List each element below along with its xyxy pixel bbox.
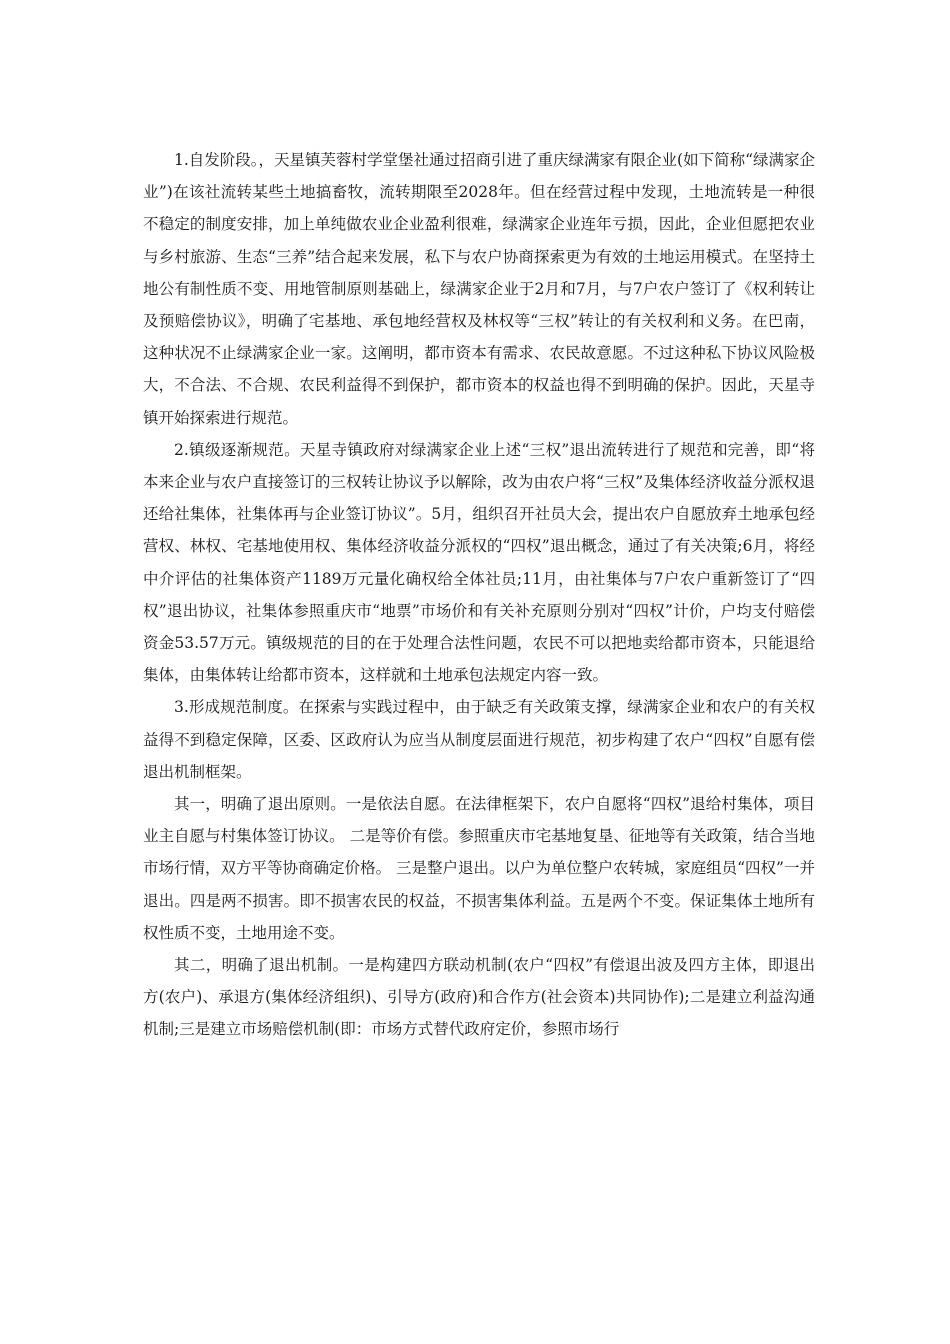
paragraph-self-initiated-stage: 1.自发阶段。，天星镇芙蓉村学堂堡社通过招商引进了重庆绿满家有限企业(如下简称“绿满家企业”)在该社流转某些土地搞畜牧，流转期限至2028年。但在经营过程中发现，土地流转是一种很不稳定的制度安排，加上单纯做农业企业盈利很难，绿满家企业连年亏损，因此，企业但愿把农业与乡村旅游、生态“三养”结合起来发展，私下与农户协商探索更为有效的土地运用模式。在坚持土地公有制性质不变、用地管制原则基础上，绿满家企业于2月和7月，与7户农户签订了《权利转让及预赔偿协议》，明确了宅基地、承包地经营权及林权等“三权”转让的有关权利和义务。在巴南，这种状况不止绿满家企业一家。这阐明，都市资本有需求、农民故意愿。不过这种私下协议风险极大，不合法、不合规、农民利益得不到保护，都市资本的权益也得不到明确的保护。因此，天星寺镇开始探索进行规范。 — [143, 151, 816, 427]
document-body — [143, 144, 815, 1046]
paragraph-exit-mechanism: 其二，明确了退出机制。一是构建四方联动机制(农户“四权”有偿退出波及四方主体，即退出方(农户)、承退方(集体经济组织)、引导方(政府)和合作方(社会资本)共同协作);二是建立利益沟通机制;三是建立市场赔偿机制(即：市场方式替代政府定价，参照市场行 — [143, 956, 815, 1039]
paragraph-town-level-regulation: 2.镇级逐渐规范。天星寺镇政府对绿满家企业上述“三权”退出流转进行了规范和完善，即“将本来企业与农户直接签订的三权转让协议予以解除，改为由农户将“三权”及集体经济收益分派权退还给社集体，社集体再与企业签订协议”。5月，组织召开社员大会，提出农户自愿放弃土地承包经营权、林权、宅基地使用权、集体经济收益分派权的“四权”退出概念，通过了有关决策;6月，将经中介评估的社集体资产1189万元量化确权给全体社员;11月，由社集体与7户农户重新签订了“四权”退出协议，社集体参照重庆市“地票”市场价和有关补充原则分别对“四权”计价，户均支付赔偿资金53.57万元。镇级规范的目的在于处理合法性问题，农民不可以把地卖给都市资本，只能退给集体，由集体转让给都市资本，这样就和土地承包法规定内容一致。 — [143, 440, 815, 685]
paragraph-standard-system: 3.形成规范制度。在探索与实践过程中，由于缺乏有关政策支撑，绿满家企业和农户的有关权益得不到稳定保障，区委、区政府认为应当从制度层面进行规范，初步构建了农户“四权”自愿有偿退出机制框架。 — [143, 698, 815, 781]
paragraph-exit-principles: 其一，明确了退出原则。一是依法自愿。在法律框架下，农户自愿将“四权”退给村集体，项目业主自愿与村集体签订协议。 二是等价有偿。参照重庆市宅基地复垦、征地等有关政策，结合当地市场行情，双方平等协商确定价格。 三是整户退出。以户为单位整户农转城，家庭组员“四权”一并退出。四是两不损害。即不损害农民的权益，不损害集体利益。五是两个不变。保证集体土地所有权性质不变，土地用途不变。 — [143, 795, 815, 942]
